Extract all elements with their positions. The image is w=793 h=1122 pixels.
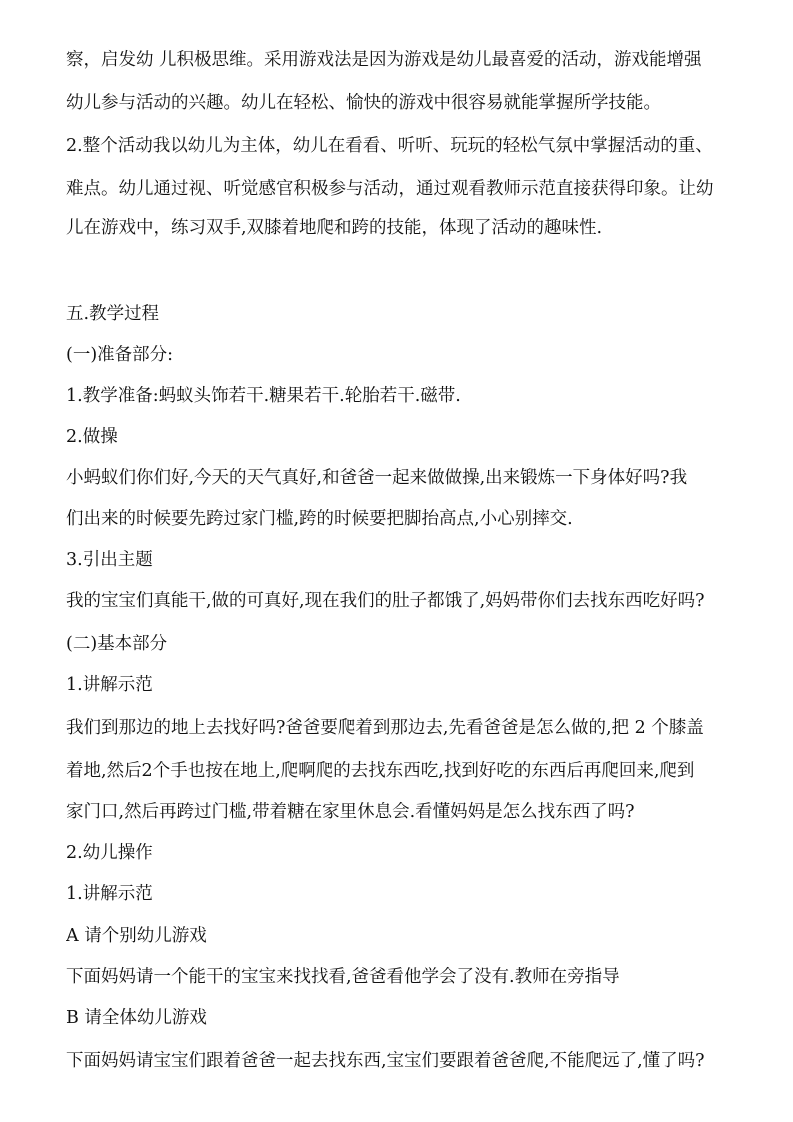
list-item: 1.教学准备:蚂蚁头饰若干.糖果若干.轮胎若干.磁带. (66, 386, 461, 406)
paragraph-line: 我的宝宝们真能干,做的可真好,现在我们的肚子都饿了,妈妈带你们去找东西吃好吗? (66, 591, 705, 611)
subsection-heading: (一)准备部分: (66, 345, 174, 365)
paragraph-line: 察，启发幼 儿积极思维。采用游戏法是因为游戏是幼儿最喜爱的活动，游戏能增强 (66, 50, 702, 70)
paragraph-line: 着地,然后2个手也按在地上,爬啊爬的去找东西吃,找到好吃的东西后再爬回来,爬到 (66, 761, 695, 781)
paragraph-line: 下面妈妈请一个能干的宝宝来找找看,爸爸看他学会了没有.教师在旁指导 (66, 967, 620, 987)
paragraph-line: 下面妈妈请宝宝们跟着爸爸一起去找东西,宝宝们要跟着爸爸爬,不能爬远了,懂了吗? (66, 1051, 705, 1071)
paragraph-line: 小蚂蚁们你们好,今天的天气真好,和爸爸一起来做做操,出来锻炼一下身体好吗?我 (66, 468, 688, 488)
paragraph-line: 2.整个活动我以幼儿为主体，幼儿在看看、听听、玩玩的轻松气氛中掌握活动的重、 (66, 136, 713, 156)
subsection-heading: (二)基本部分 (66, 634, 168, 654)
paragraph-line: 儿在游戏中，练习双手,双膝着地爬和跨的技能，体现了活动的趣味性. (66, 218, 603, 238)
list-item: A 请个别幼儿游戏 (66, 926, 207, 946)
list-item: 3.引出主题 (66, 550, 153, 570)
paragraph-line: 难点。幼儿通过视、听觉感官积极参与活动，通过观看教师示范直接获得印象。让幼 (66, 179, 714, 199)
list-item: 2.幼儿操作 (66, 843, 153, 863)
paragraph-line: 们出来的时候要先跨过家门槛,跨的时候要把脚抬高点,小心别摔交. (66, 509, 573, 529)
paragraph-line: 幼儿参与活动的兴趣。幼儿在轻松、愉快的游戏中很容易就能掌握所学技能。 (66, 93, 661, 113)
list-item: 1.讲解示范 (66, 884, 153, 904)
paragraph-line: 家门口,然后再跨过门槛,带着糖在家里休息会.看懂妈妈是怎么找东西了吗? (66, 802, 635, 822)
section-heading: 五.教学过程 (66, 304, 160, 324)
list-item: B 请全体幼儿游戏 (66, 1008, 207, 1028)
paragraph-line: 我们到那边的地上去找好吗?爸爸要爬着到那边去,先看爸爸是怎么做的,把 2 个膝盖 (66, 718, 704, 738)
list-item: 1.讲解示范 (66, 675, 153, 695)
list-item: 2.做操 (66, 427, 118, 447)
